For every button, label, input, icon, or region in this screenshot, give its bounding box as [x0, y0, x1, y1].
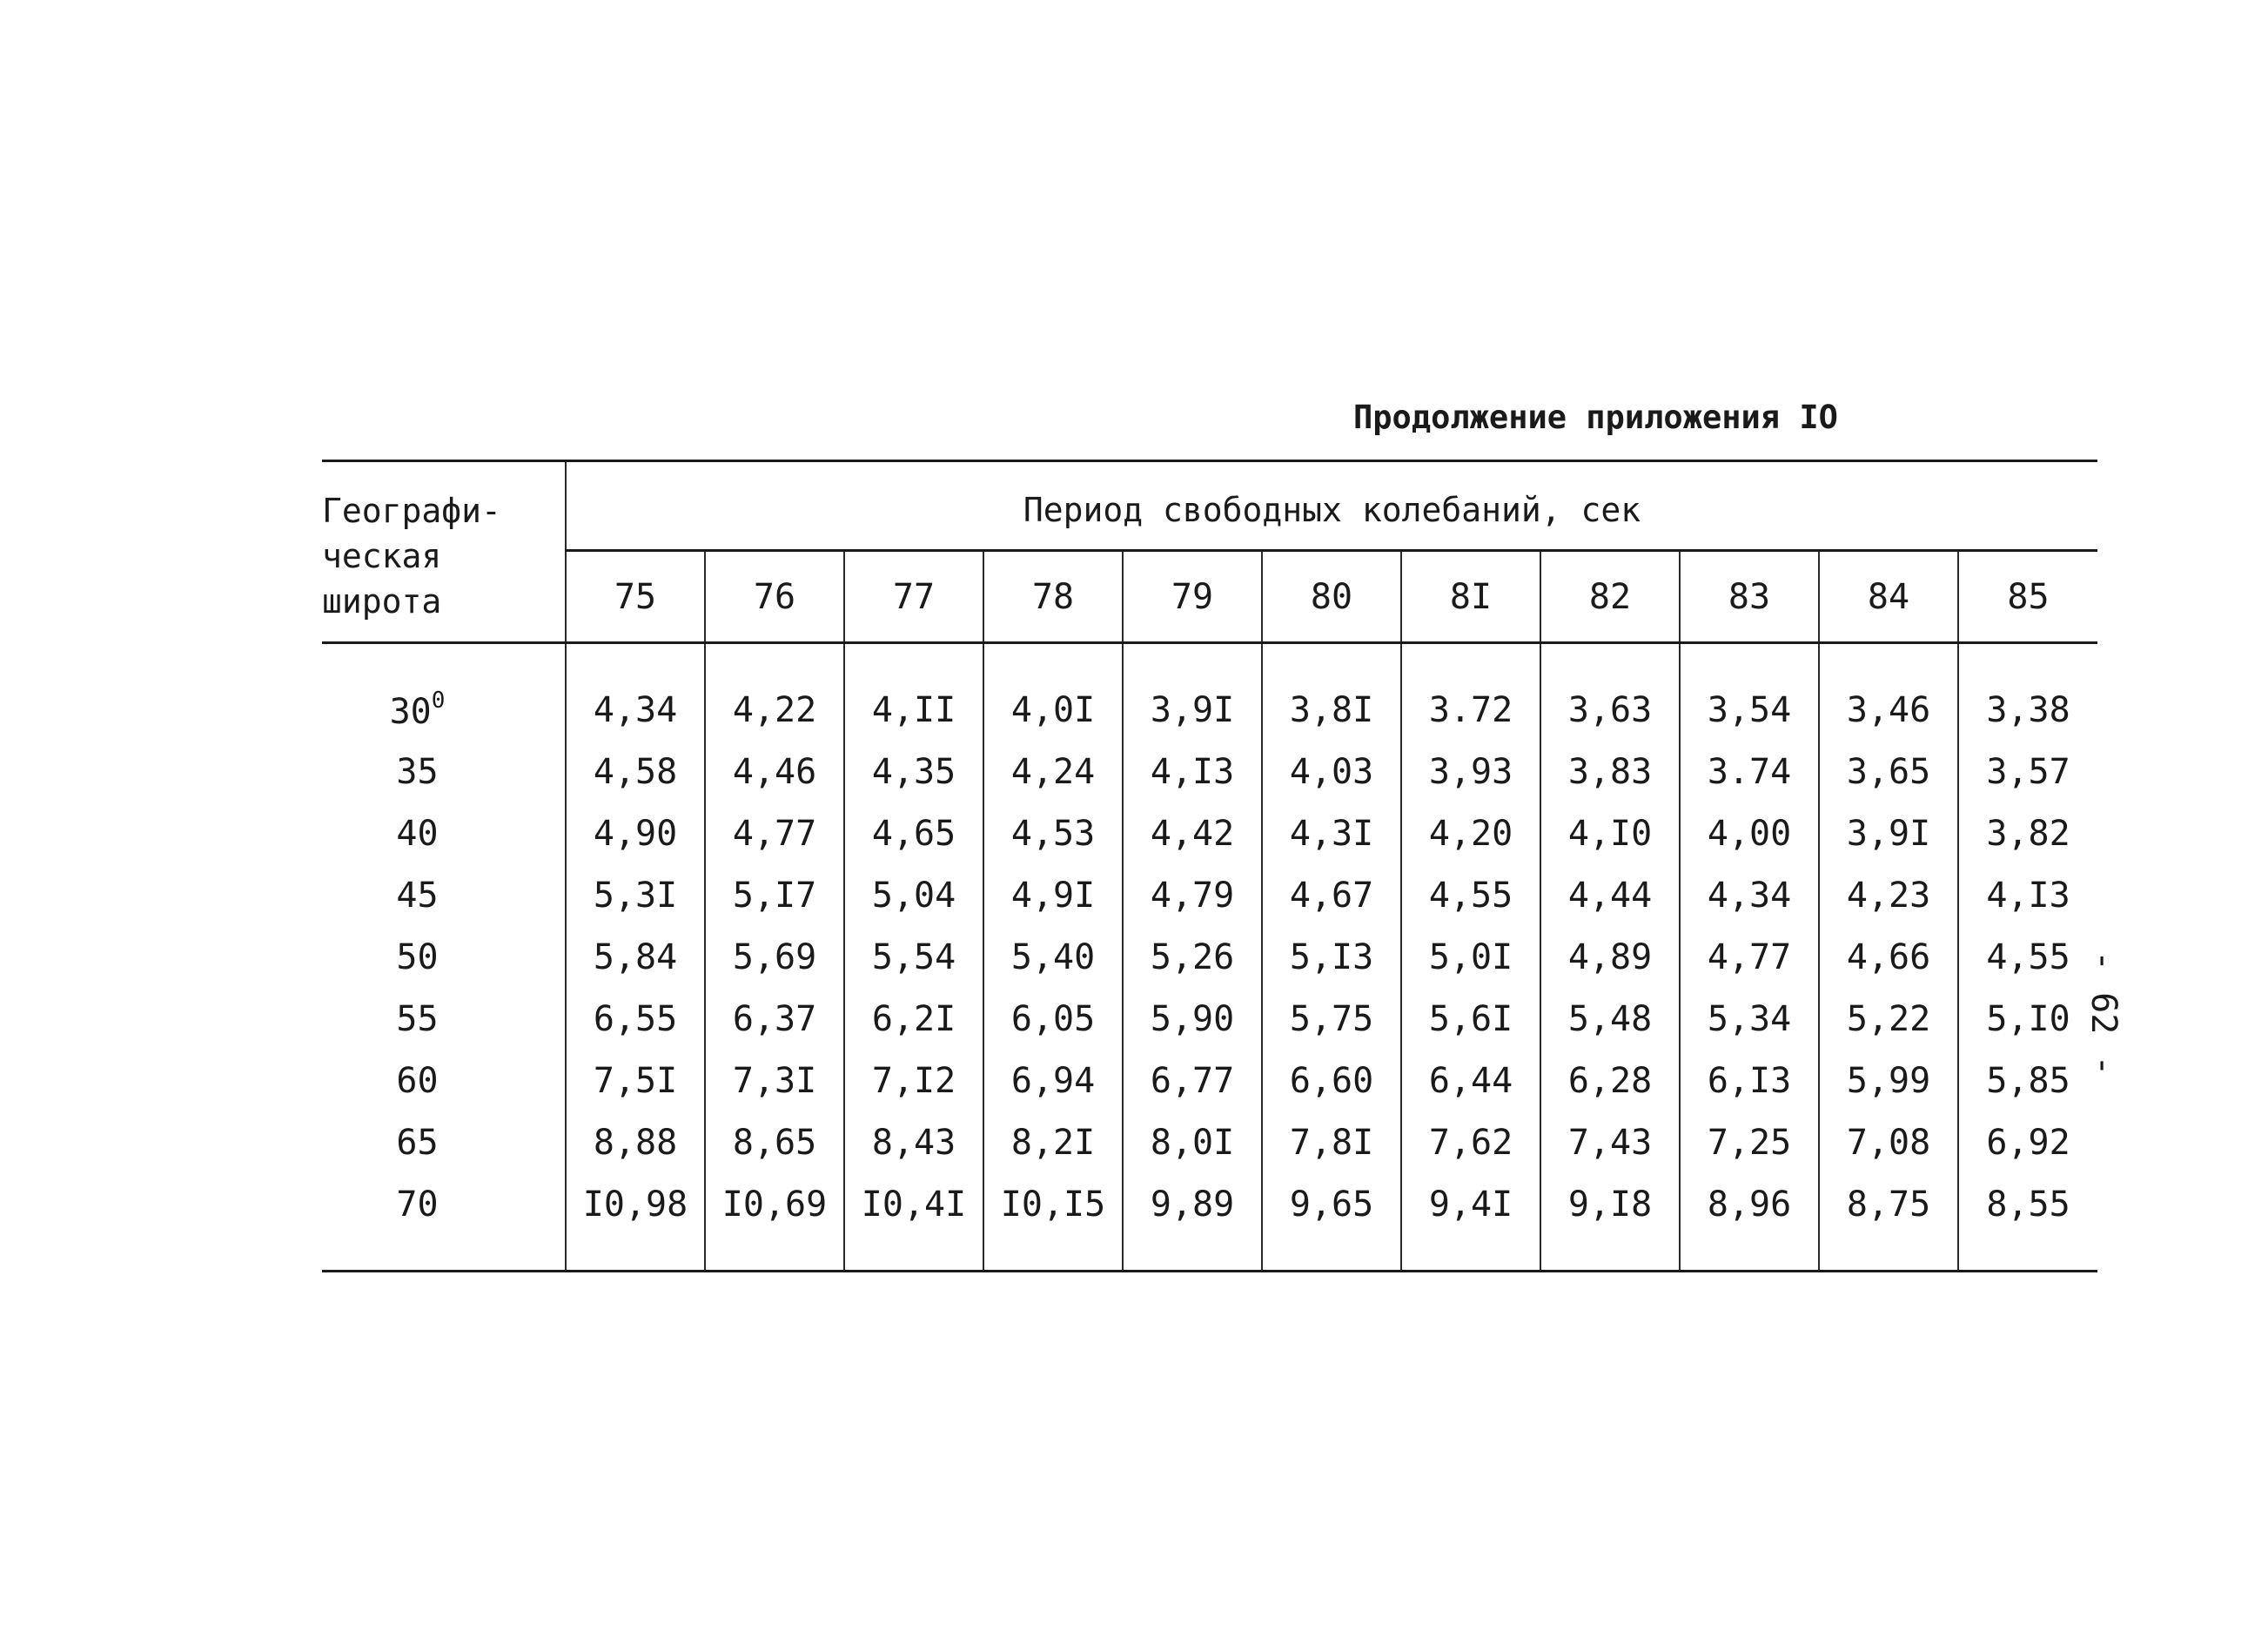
period-header-cell: 79: [1123, 551, 1262, 643]
value-cell: 4,79: [1123, 864, 1262, 926]
value-cell: 5,90: [1123, 988, 1262, 1050]
value-cell: 7,62: [1401, 1111, 1540, 1173]
value-cell: 5,6I: [1401, 988, 1540, 1050]
value-cell: 6,60: [1262, 1050, 1401, 1111]
value-cell: I0,I5: [983, 1173, 1123, 1272]
value-cell: 5,84: [566, 926, 705, 988]
period-header-cell: 85: [1958, 551, 2097, 643]
value-cell: 3,83: [1540, 741, 1680, 802]
value-cell: 5,34: [1680, 988, 1819, 1050]
latitude-value: 35: [396, 751, 439, 792]
value-cell: 6,I3: [1680, 1050, 1819, 1111]
value-cell: 3,38: [1958, 643, 2097, 742]
value-cell: 3,93: [1401, 741, 1540, 802]
latitude-cell: [322, 802, 566, 864]
period-header-cell: 84: [1819, 551, 1958, 643]
value-cell: 3.74: [1680, 741, 1819, 802]
period-group-header: Период свободных колебаний, сек: [566, 461, 2097, 551]
value-cell: 3,82: [1958, 802, 2097, 864]
value-cell: 4,I0: [1540, 802, 1680, 864]
period-header-cell: 80: [1262, 551, 1401, 643]
value-cell: 5,48: [1540, 988, 1680, 1050]
latitude-header-line: ческая: [322, 537, 442, 575]
value-cell: 4,9I: [983, 864, 1123, 926]
value-cell: 3,65: [1819, 741, 1958, 802]
value-cell: 9,65: [1262, 1173, 1401, 1272]
period-header-cell: 76: [705, 551, 844, 643]
table-row: [322, 926, 2097, 988]
value-cell: 7,3I: [705, 1050, 844, 1111]
value-cell: 6,28: [1540, 1050, 1680, 1111]
period-header-row: [322, 551, 2097, 643]
value-cell: 6,2I: [844, 988, 983, 1050]
value-cell: 4,I3: [1958, 864, 2097, 926]
value-cell: I0,69: [705, 1173, 844, 1272]
value-cell: 4,44: [1540, 864, 1680, 926]
value-cell: 8,96: [1680, 1173, 1819, 1272]
value-cell: 5,0I: [1401, 926, 1540, 988]
latitude-header-line: широта: [322, 582, 442, 621]
value-cell: 5,40: [983, 926, 1123, 988]
value-cell: 4,42: [1123, 802, 1262, 864]
value-cell: 7,8I: [1262, 1111, 1401, 1173]
latitude-value: 30: [389, 692, 432, 732]
value-cell: 4,22: [705, 643, 844, 742]
value-cell: 5,75: [1262, 988, 1401, 1050]
value-cell: 5,54: [844, 926, 983, 988]
table-row: [322, 643, 2097, 742]
value-cell: 5,85: [1958, 1050, 2097, 1111]
value-cell: 7,25: [1680, 1111, 1819, 1173]
value-cell: 4,I3: [1123, 741, 1262, 802]
latitude-value: 45: [396, 875, 439, 916]
latitude-column-header: [322, 461, 566, 643]
value-cell: 4,90: [566, 802, 705, 864]
value-cell: 7,5I: [566, 1050, 705, 1111]
value-cell: 6,94: [983, 1050, 1123, 1111]
value-cell: 3,46: [1819, 643, 1958, 742]
latitude-cell: [322, 741, 566, 802]
value-cell: 3,54: [1680, 643, 1819, 742]
value-cell: 6,05: [983, 988, 1123, 1050]
latitude-cell: [322, 864, 566, 926]
page-number: - 62 -: [2083, 950, 2124, 1077]
latitude-value: 40: [396, 813, 439, 854]
value-cell: 4,00: [1680, 802, 1819, 864]
latitude-header-line: Географи-: [322, 492, 501, 530]
latitude-cell: [322, 926, 566, 988]
value-cell: 5,3I: [566, 864, 705, 926]
period-header-cell: 82: [1540, 551, 1680, 643]
table-row: [322, 988, 2097, 1050]
value-cell: 8,55: [1958, 1173, 2097, 1272]
value-cell: 4,23: [1819, 864, 1958, 926]
value-cell: 6,44: [1401, 1050, 1540, 1111]
value-cell: 3.72: [1401, 643, 1540, 742]
value-cell: 4,3I: [1262, 802, 1401, 864]
value-cell: I0,4I: [844, 1173, 983, 1272]
value-cell: 4,20: [1401, 802, 1540, 864]
value-cell: 5,I3: [1262, 926, 1401, 988]
latitude-value: 65: [396, 1122, 439, 1163]
value-cell: 7,08: [1819, 1111, 1958, 1173]
value-cell: 4,35: [844, 741, 983, 802]
value-cell: 8,88: [566, 1111, 705, 1173]
value-cell: 8,65: [705, 1111, 844, 1173]
value-cell: 5,69: [705, 926, 844, 988]
value-cell: 4,II: [844, 643, 983, 742]
table-row: [322, 864, 2097, 926]
value-cell: 4,89: [1540, 926, 1680, 988]
period-header-cell: 83: [1680, 551, 1819, 643]
value-cell: 4,24: [983, 741, 1123, 802]
value-cell: 3,9I: [1819, 802, 1958, 864]
value-cell: 6,55: [566, 988, 705, 1050]
latitude-cell: [322, 988, 566, 1050]
value-cell: 4,67: [1262, 864, 1401, 926]
value-cell: I0,98: [566, 1173, 705, 1272]
value-cell: 7,43: [1540, 1111, 1680, 1173]
value-cell: 6,92: [1958, 1111, 2097, 1173]
latitude-cell: [322, 1173, 566, 1272]
value-cell: 4,58: [566, 741, 705, 802]
period-header-cell: 75: [566, 551, 705, 643]
value-cell: 9,4I: [1401, 1173, 1540, 1272]
value-cell: 8,75: [1819, 1173, 1958, 1272]
table-row: [322, 1111, 2097, 1173]
value-cell: 5,26: [1123, 926, 1262, 988]
value-cell: 8,0I: [1123, 1111, 1262, 1173]
value-cell: 5,I0: [1958, 988, 2097, 1050]
degree-mark: 0: [431, 688, 446, 714]
value-cell: 4,55: [1958, 926, 2097, 988]
value-cell: 5,99: [1819, 1050, 1958, 1111]
value-cell: 4,53: [983, 802, 1123, 864]
latitude-cell: [322, 1050, 566, 1111]
value-cell: 5,04: [844, 864, 983, 926]
value-cell: 6,37: [705, 988, 844, 1050]
value-cell: 3,9I: [1123, 643, 1262, 742]
value-cell: 4,65: [844, 802, 983, 864]
latitude-value: 50: [396, 936, 439, 977]
table-row: [322, 802, 2097, 864]
value-cell: 4,34: [566, 643, 705, 742]
table-row: [322, 1173, 2097, 1272]
latitude-cell: [322, 643, 566, 742]
value-cell: 8,2I: [983, 1111, 1123, 1173]
latitude-cell: [322, 1111, 566, 1173]
latitude-value: 55: [396, 998, 439, 1039]
value-cell: 4,34: [1680, 864, 1819, 926]
value-cell: 3,63: [1540, 643, 1680, 742]
data-table: [322, 460, 2097, 1272]
value-cell: 7,I2: [844, 1050, 983, 1111]
value-cell: 4,03: [1262, 741, 1401, 802]
continuation-title: Продолжение приложения IO: [1353, 399, 1838, 436]
value-cell: 9,I8: [1540, 1173, 1680, 1272]
value-cell: 9,89: [1123, 1173, 1262, 1272]
value-cell: 5,22: [1819, 988, 1958, 1050]
value-cell: 4,0I: [983, 643, 1123, 742]
value-cell: 6,77: [1123, 1050, 1262, 1111]
value-cell: 4,77: [705, 802, 844, 864]
value-cell: 8,43: [844, 1111, 983, 1173]
period-header-cell: 77: [844, 551, 983, 643]
value-cell: 3,8I: [1262, 643, 1401, 742]
period-header-cell: 8I: [1401, 551, 1540, 643]
value-cell: 4,66: [1819, 926, 1958, 988]
value-cell: 4,55: [1401, 864, 1540, 926]
latitude-value: 70: [396, 1184, 439, 1225]
table-row: [322, 741, 2097, 802]
value-cell: 4,77: [1680, 926, 1819, 988]
value-cell: 3,57: [1958, 741, 2097, 802]
table-row: [322, 1050, 2097, 1111]
latitude-value: 60: [396, 1060, 439, 1101]
value-cell: 4,46: [705, 741, 844, 802]
value-cell: 5,I7: [705, 864, 844, 926]
period-header-cell: 78: [983, 551, 1123, 643]
table-body: [322, 643, 2097, 1272]
